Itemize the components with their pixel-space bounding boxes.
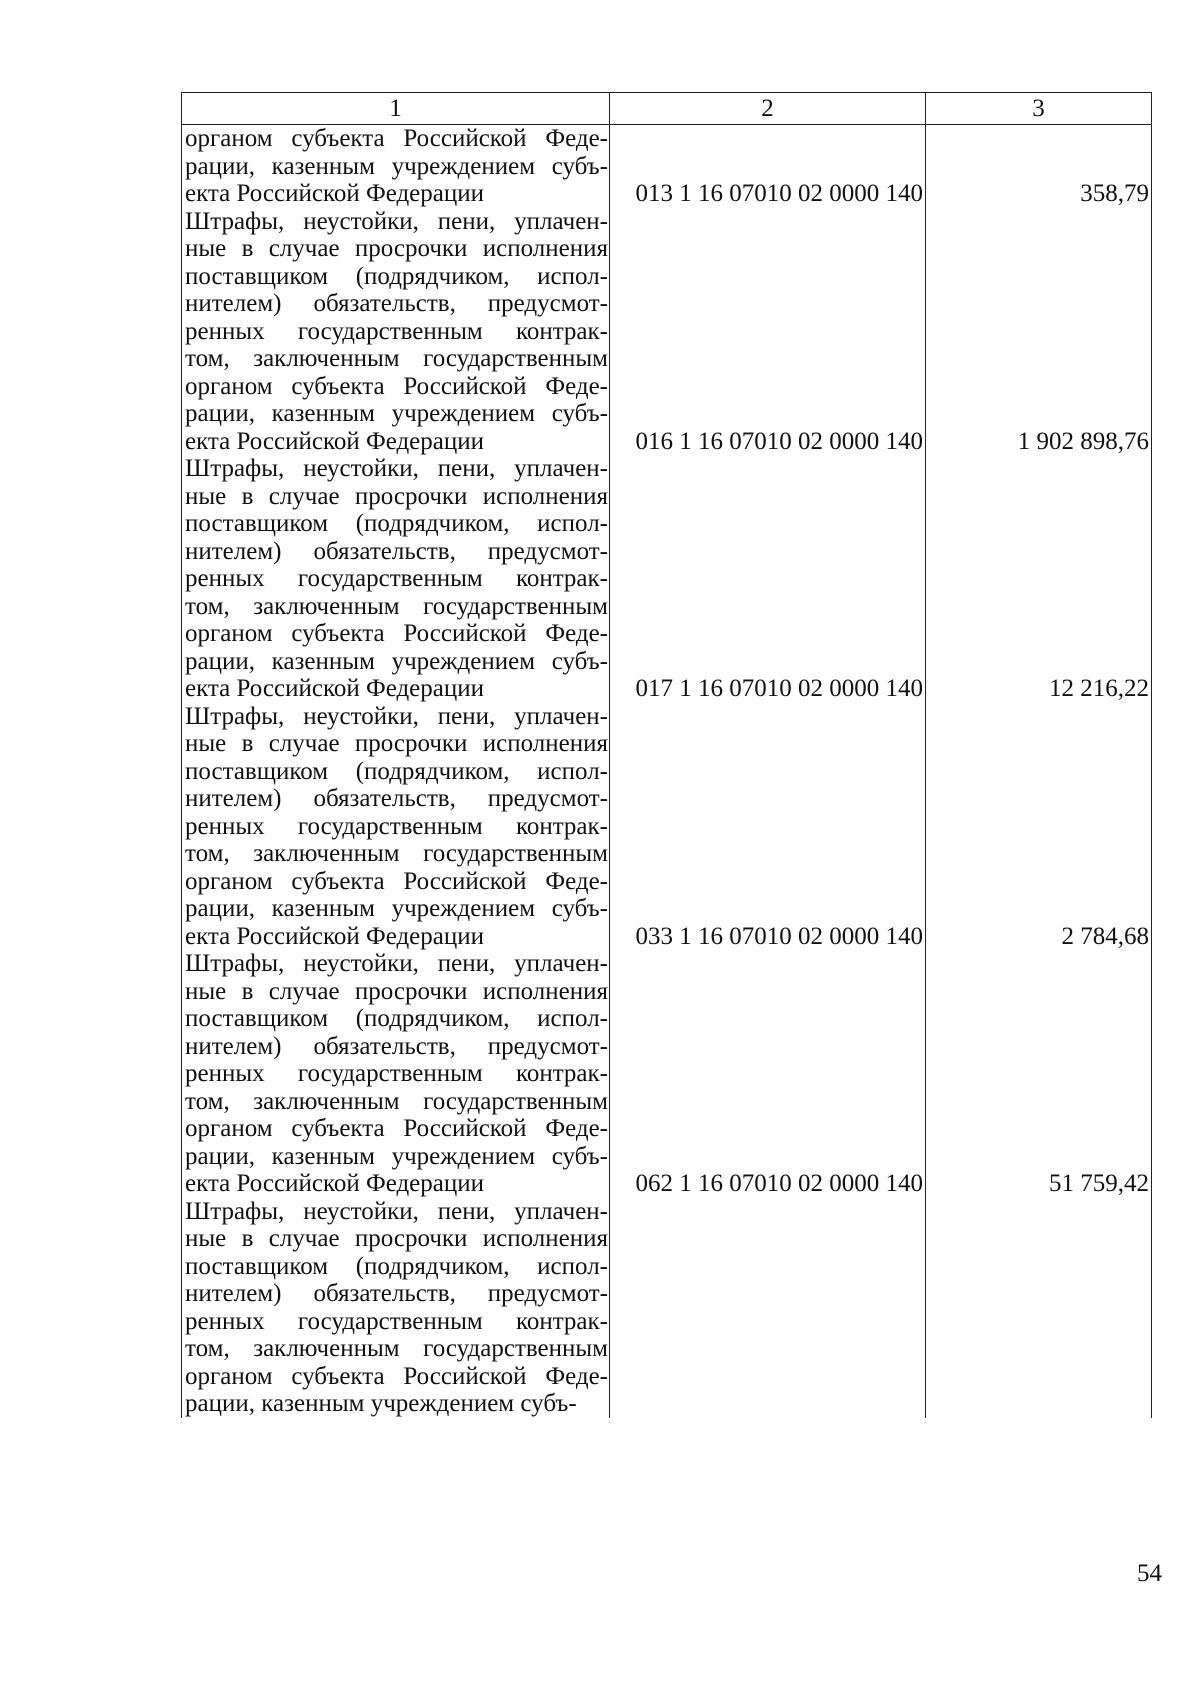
row-description (182, 455, 610, 703)
description-line: Штрафы, неустойки, пени, уплачен- (185, 702, 608, 730)
description-line: ренных государственным контрак- (185, 1060, 608, 1087)
table-body (182, 125, 1152, 1418)
row-amount: 12 216,22 (926, 455, 1152, 703)
description-line: нителем) обязательств, предусмот- (185, 1280, 608, 1307)
description-line: поставщиком (подрядчиком, испол- (185, 262, 608, 290)
description-line: том, заключенным государственным (185, 840, 608, 867)
page-number: 54 (1137, 1560, 1162, 1587)
row-code: 062 1 16 07010 02 0000 140 (610, 950, 926, 1198)
description-line: ные в случае просрочки исполнения (185, 235, 608, 262)
description-line: екта Российской Федерации (185, 1170, 485, 1197)
description-line: ренных государственным контрак- (185, 1307, 608, 1335)
description-line: ные в случае просрочки исполнения (185, 482, 608, 510)
description-line: том, заключенным государственным (185, 592, 608, 620)
description-line: екта Российской Федерации (185, 180, 485, 207)
description-line: Штрафы, неустойки, пени, уплачен- (185, 207, 608, 235)
row-amount: 2 784,68 (926, 703, 1152, 951)
description-line: том, заключенным государственным (185, 1335, 608, 1362)
description-line: рации, казенным учреждением субъ- (185, 1390, 577, 1417)
row-amount (926, 1198, 1152, 1418)
description-line: органом субъекта Российской Феде- (185, 1115, 608, 1142)
description-line: органом субъекта Российской Феде- (185, 867, 608, 895)
description-line: органом субъекта Российской Феде- (185, 620, 608, 647)
description-line: нителем) обязательств, предусмот- (185, 290, 608, 317)
description-line: екта Российской Федерации (185, 922, 485, 950)
description-line: рации, казенным учреждением субъ- (185, 152, 608, 180)
revenue-table (181, 92, 1152, 1418)
description-line: рации, казенным учреждением субъ- (185, 400, 608, 427)
column-header-2: 2 (610, 93, 926, 125)
table-row (182, 703, 1152, 951)
description-line: ренных государственным контрак- (185, 317, 608, 345)
table-header (182, 93, 1152, 125)
description-line: поставщиком (подрядчиком, испол- (185, 757, 608, 785)
description-line: ные в случае просрочки исполнения (185, 730, 608, 757)
description-line: органом субъекта Российской Феде- (185, 1362, 608, 1390)
row-amount: 1 902 898,76 (926, 208, 1152, 456)
row-code: 013 1 16 07010 02 0000 140 (610, 125, 926, 208)
description-line: том, заключенным государственным (185, 345, 608, 372)
description-line: Штрафы, неустойки, пени, уплачен- (185, 455, 608, 482)
description-line: екта Российской Федерации (185, 427, 485, 455)
header-row (182, 93, 1152, 125)
row-description (182, 125, 610, 208)
description-line: екта Российской Федерации (185, 675, 485, 702)
row-amount: 51 759,42 (926, 950, 1152, 1198)
description-line: ные в случае просрочки исполнения (185, 977, 608, 1005)
description-line: рации, казенным учреждением субъ- (185, 647, 608, 675)
description-line: органом субъекта Российской Феде- (185, 125, 608, 152)
table-row (182, 950, 1152, 1198)
column-header-1: 1 (182, 93, 610, 125)
row-code (610, 1198, 926, 1418)
description-line: Штрафы, неустойки, пени, уплачен- (185, 950, 608, 977)
table-row (182, 1198, 1152, 1418)
table-row (182, 455, 1152, 703)
row-code: 033 1 16 07010 02 0000 140 (610, 703, 926, 951)
description-line: рации, казенным учреждением субъ- (185, 1142, 608, 1170)
description-line: органом субъекта Российской Феде- (185, 372, 608, 400)
description-line: Штрафы, неустойки, пени, уплачен- (185, 1197, 608, 1225)
column-header-3: 3 (926, 93, 1152, 125)
description-line: поставщиком (подрядчиком, испол- (185, 510, 608, 537)
description-line: ренных государственным контрак- (185, 812, 608, 840)
row-description (182, 703, 610, 951)
row-code: 017 1 16 07010 02 0000 140 (610, 455, 926, 703)
description-line: поставщиком (подрядчиком, испол- (185, 1252, 608, 1280)
row-description (182, 208, 610, 456)
description-line: ренных государственным контрак- (185, 565, 608, 592)
description-line: ные в случае просрочки исполнения (185, 1225, 608, 1252)
description-line: нителем) обязательств, предусмот- (185, 1032, 608, 1060)
row-description (182, 950, 610, 1198)
table-row (182, 208, 1152, 456)
description-line: рации, казенным учреждением субъ- (185, 895, 608, 922)
row-amount: 358,79 (926, 125, 1152, 208)
description-line: нителем) обязательств, предусмот- (185, 537, 608, 565)
description-line: нителем) обязательств, предусмот- (185, 785, 608, 812)
row-description (182, 1198, 610, 1418)
row-code: 016 1 16 07010 02 0000 140 (610, 208, 926, 456)
description-line: поставщиком (подрядчиком, испол- (185, 1005, 608, 1032)
table-row (182, 125, 1152, 208)
description-line: том, заключенным государственным (185, 1087, 608, 1115)
